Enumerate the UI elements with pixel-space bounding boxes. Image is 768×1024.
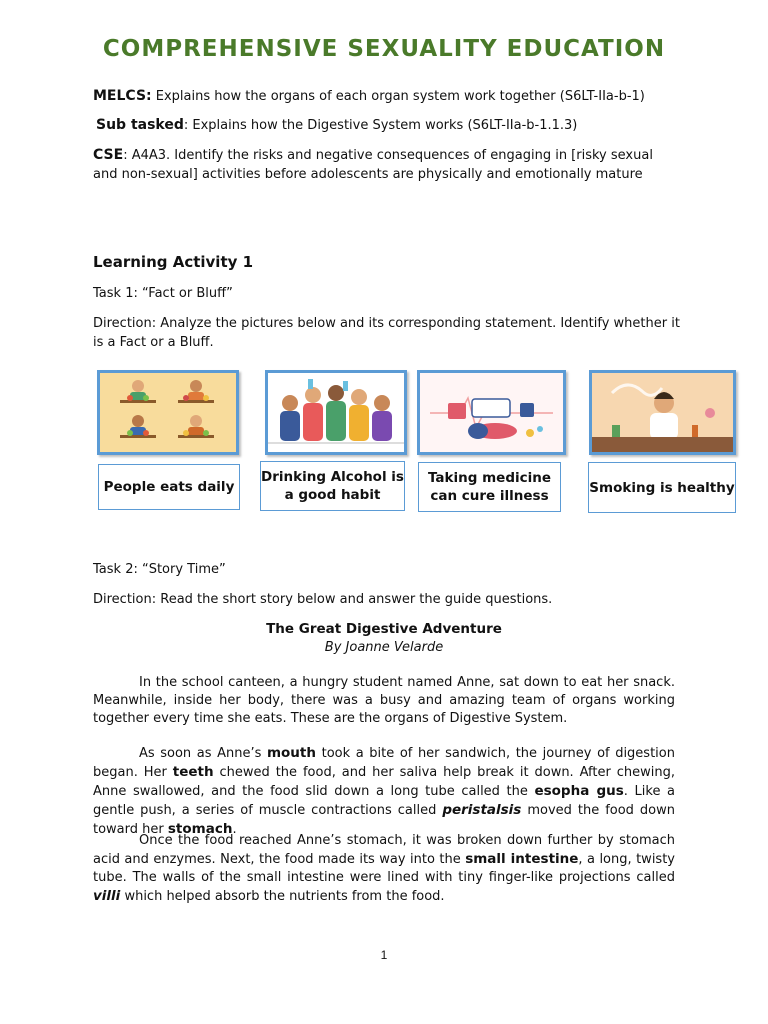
p2-text-b: took a bite of her sandwich, the journey of digestion began. Her bbox=[93, 746, 675, 780]
melcs-line bbox=[93, 87, 683, 106]
subtasked-label: Sub tasked bbox=[96, 117, 184, 133]
cse-label: CSE bbox=[93, 147, 124, 163]
term-villi: villi bbox=[93, 888, 121, 904]
melcs-text: Explains how the organs of each organ system work together (S6LT-IIa-b-1) bbox=[151, 89, 645, 104]
task1-direction: Direction: Analyze the pictures below and its corresponding statement. Identify whether it is a Fact or a Bluff. bbox=[93, 316, 680, 350]
caption-people-eats-daily: People eats daily bbox=[98, 464, 240, 510]
p2-text-f: . bbox=[232, 822, 237, 837]
cse-line bbox=[93, 146, 663, 184]
task2-direction: Direction: Read the short story below and answer the guide questions. bbox=[93, 592, 553, 607]
medicine-illustration bbox=[417, 370, 566, 455]
people-eating-illustration bbox=[97, 370, 239, 455]
man-smoking-illustration bbox=[589, 370, 736, 455]
activity-heading: Learning Activity 1 bbox=[93, 253, 254, 271]
caption-drinking-alcohol: Drinking Alcohol is a good habit bbox=[260, 461, 405, 511]
term-teeth: teeth bbox=[172, 764, 214, 780]
term-stomach: stomach bbox=[167, 821, 233, 837]
story-title: The Great Digestive Adventure bbox=[266, 621, 502, 637]
story-paragraph-1-text: In the school canteen, a hungry student named Anne, sat down to eat her snack. Meanwhile, inside her body, there was a busy and amazing team of organs working together every time she eats. These are the organs of Digestive System. bbox=[93, 675, 675, 726]
task1-title: Task 1: “Fact or Bluff” bbox=[93, 286, 233, 301]
p3-text-a: Once the food reached Anne’s stomach, it was broken down further by stomach acid and enzymes. Next, the food made its way into the bbox=[93, 833, 675, 867]
term-small-intestine: small intestine bbox=[465, 851, 579, 867]
melcs-label: MELCS: bbox=[93, 88, 152, 104]
page-number: 1 bbox=[380, 948, 388, 962]
p2-text-e: moved the food down toward her bbox=[93, 803, 675, 837]
story-paragraph-3 bbox=[93, 832, 675, 906]
term-esophagus: esopha gus bbox=[534, 783, 624, 799]
story-author: By Joanne Velarde bbox=[324, 640, 444, 655]
term-peristalsis: peristalsis bbox=[442, 802, 522, 818]
caption-smoking: Smoking is healthy bbox=[588, 462, 736, 513]
caption-taking-medicine: Taking medicine can cure illness bbox=[418, 462, 561, 512]
p2-text-d: . Like a gentle push, a series of muscle contractions called bbox=[93, 784, 676, 818]
p3-text-b: , a long, twisty tube. The walls of the small intestine were lined with tiny finger-like projections called bbox=[93, 852, 675, 885]
task2-title: Task 2: “Story Time” bbox=[93, 562, 226, 577]
p3-text-c: which helped absorb the nutrients from the food. bbox=[120, 889, 445, 904]
document-title: COMPREHENSIVE SEXUALITY EDUCATION bbox=[102, 36, 666, 62]
p2-text-a: As soon as Anne’s bbox=[139, 746, 267, 761]
subtasked-text: : Explains how the Digestive System works (S6LT-IIa-b-1.1.3) bbox=[183, 118, 578, 133]
story-paragraph-2 bbox=[93, 744, 675, 839]
people-drinking-alcohol-illustration bbox=[265, 370, 407, 455]
story-paragraph-1 bbox=[93, 674, 675, 728]
subtasked-line bbox=[96, 116, 686, 135]
p2-text-c: chewed the food, and her saliva help break it down. After chewing, Anne swallowed, and the food slid down a long tube called the bbox=[93, 765, 675, 799]
term-mouth: mouth bbox=[266, 745, 316, 761]
cse-text: : A4A3. Identify the risks and negative consequences of engaging in [risky sexual and non-sexual] activities before adolescents are physically and emotionally mature bbox=[93, 148, 653, 182]
